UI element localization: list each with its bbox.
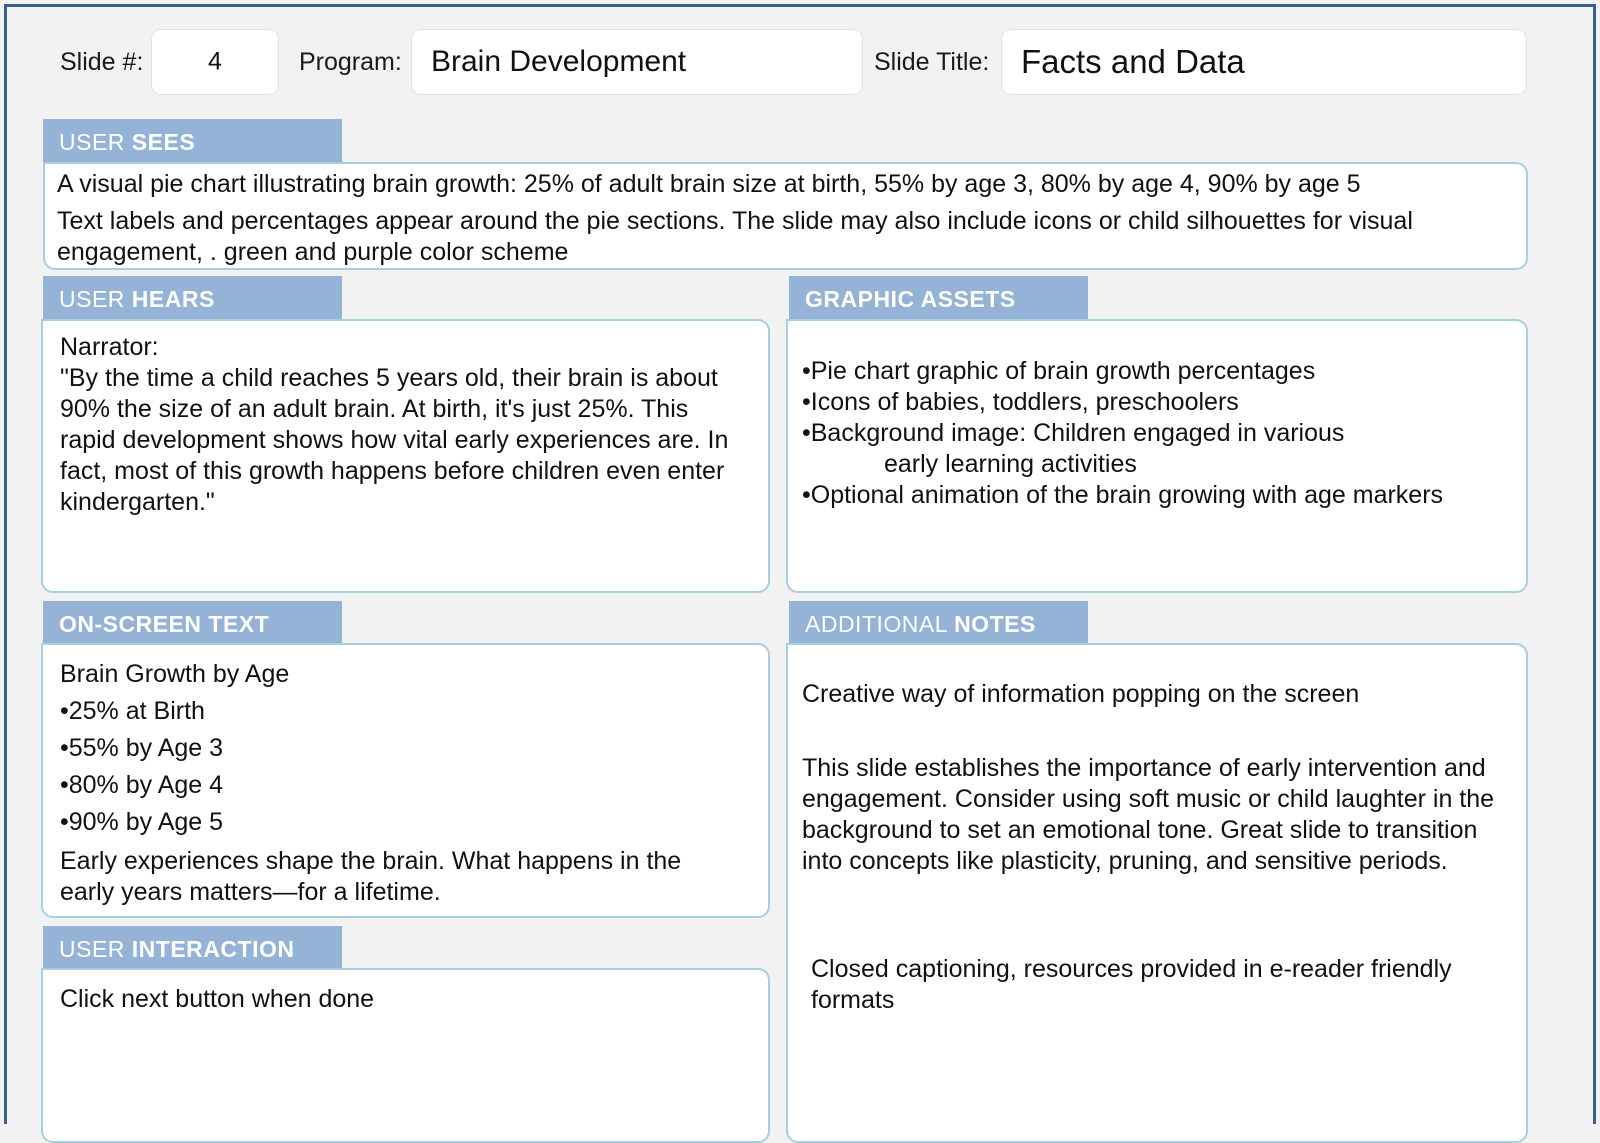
on-screen-text-tab-bold: ON-SCREEN TEXT [59, 611, 270, 637]
additional-note-1: Creative way of information popping on the screen [802, 680, 1360, 708]
slide-number-field[interactable] [151, 29, 279, 95]
user-interaction-tab-prefix: USER [59, 936, 132, 962]
slide-title-field[interactable] [1001, 29, 1527, 95]
graphic-asset-item: •Pie chart graphic of brain growth percentages [802, 357, 1316, 385]
user-interaction-text: Click next button when done [60, 985, 375, 1013]
user-sees-tab [43, 119, 342, 163]
user-interaction-tab-bold: INTERACTION [131, 936, 295, 962]
graphic-assets-tab-bold: GRAPHIC ASSETS [805, 286, 1016, 312]
slide-title-label: Slide Title: [874, 48, 990, 76]
graphic-asset-item: •Optional animation of the brain growing with age markers [802, 481, 1444, 509]
program-value: Brain Development [431, 45, 687, 78]
graphic-assets-tab [789, 276, 1088, 320]
user-sees-panel [43, 162, 1528, 270]
on-screen-item: •80% by Age 4 [60, 771, 224, 799]
user-hears-quote: "By the time a child reaches 5 years old, their brain is about 90% the size of an adult brain. At birth, it's just 25%. This rapid development shows how vital early experiences are. In fact, most of this growth happens before children even enter kindergarten." [60, 364, 729, 516]
program-label: Program: [299, 48, 402, 76]
on-screen-item: •90% by Age 5 [60, 808, 224, 836]
additional-notes-tab [789, 601, 1088, 645]
graphic-assets-list [802, 356, 1512, 511]
additional-notes-tab-prefix: ADDITIONAL [805, 611, 955, 637]
program-field[interactable] [411, 29, 863, 95]
on-screen-item: •25% at Birth [60, 697, 205, 725]
user-sees-line-1: A visual pie chart illustrating brain growth: 25% of adult brain size at birth, 55% by age 3, 80% by age 4, 90% by age 5 [57, 170, 1361, 198]
slide-number-label: Slide #: [60, 48, 144, 76]
graphic-asset-item: •Background image: Children engaged in various [802, 419, 1345, 447]
user-hears-tab-prefix: USER [59, 286, 132, 312]
slide-title-value: Facts and Data [1021, 43, 1245, 80]
additional-notes-tab-bold: NOTES [954, 611, 1036, 637]
additional-note-2: This slide establishes the importance of early intervention and engagement. Consider using soft music or child laughter in the background to set an emotional tone. Great slide to transition into concepts like plasticity, pruning, and sensitive periods. [802, 754, 1495, 875]
slide-number-value: 4 [208, 47, 222, 76]
on-screen-heading: Brain Growth by Age [60, 660, 290, 688]
user-hears-panel [41, 319, 770, 593]
on-screen-text-tab [43, 601, 342, 645]
additional-note-3: Closed captioning, resources provided in e-reader friendly formats [811, 955, 1452, 1014]
user-hears-tab-bold: HEARS [131, 286, 215, 312]
on-screen-item: •55% by Age 3 [60, 734, 224, 762]
user-sees-line-2: Text labels and percentages appear around the pie sections. The slide may also include icons or child silhouettes for visual engagement, . green and purple color scheme [57, 207, 1413, 266]
graphic-assets-panel [786, 319, 1528, 593]
on-screen-text-panel [41, 643, 770, 918]
additional-notes-panel [786, 643, 1528, 1143]
graphic-asset-item: •Icons of babies, toddlers, preschoolers [802, 388, 1239, 416]
user-sees-tab-bold: SEES [131, 129, 196, 155]
graphic-asset-item-continued: early learning activities [884, 450, 1137, 478]
user-hears-speaker: Narrator: [60, 333, 159, 361]
user-sees-tab-prefix: USER [59, 129, 132, 155]
user-interaction-tab [43, 926, 342, 970]
user-hears-tab [43, 276, 342, 320]
on-screen-closing: Early experiences shape the brain. What happens in the early years matters—for a lifetime. [60, 847, 682, 906]
user-interaction-panel [41, 968, 770, 1143]
